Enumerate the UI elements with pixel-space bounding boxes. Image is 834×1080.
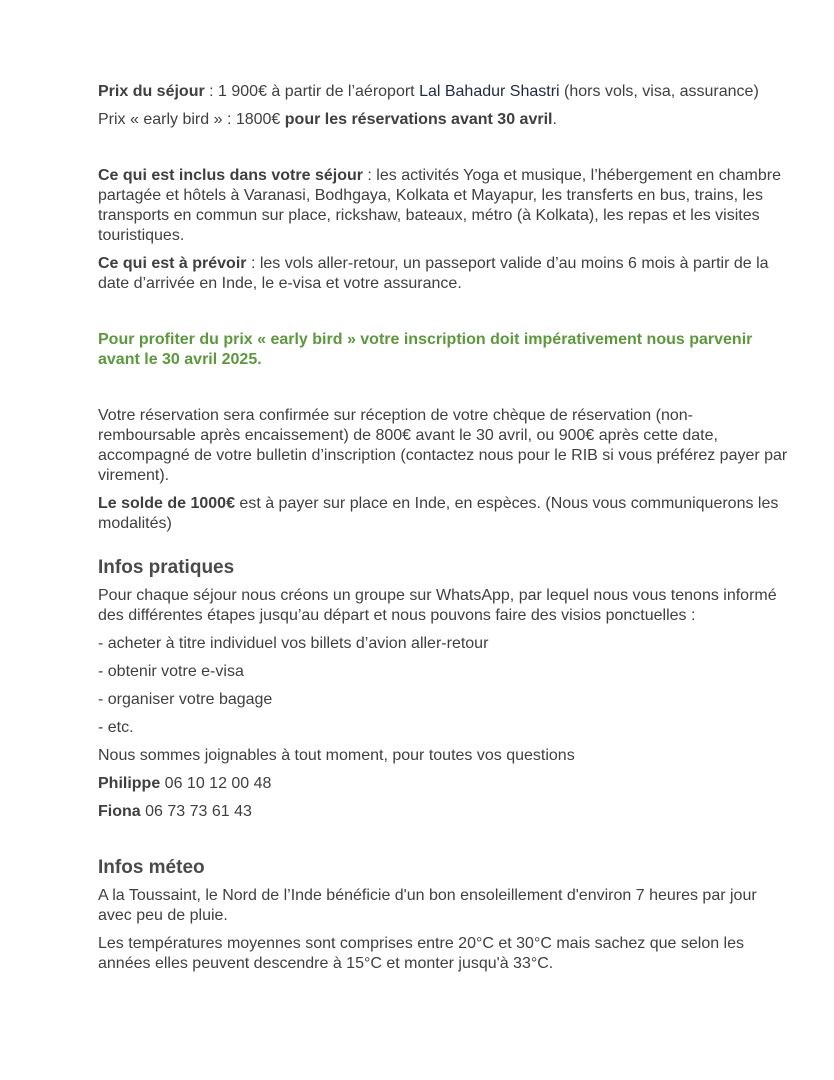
to-plan-paragraph: [98, 254, 788, 294]
price-paragraph: [98, 82, 788, 102]
contact-phone: 06 10 12 00 48: [160, 775, 272, 792]
included-label: Ce qui est inclus dans votre séjour: [98, 167, 363, 184]
early-bird-text: Prix « early bird » : 1800€: [98, 111, 285, 128]
reachable-text: Nous sommes joignables à tout moment, pour toutes vos questions: [98, 747, 575, 764]
price-text-after: (hors vols, visa, assurance): [559, 83, 759, 100]
early-bird-notice: Pour profiter du prix « early bird » votre inscription doit impérativement nous parvenir avant le 30 avril 2025.: [98, 331, 753, 368]
practical-heading: Infos pratiques: [98, 557, 235, 578]
early-bird-paragraph: [98, 110, 788, 130]
weather-heading: Infos méteo: [98, 857, 205, 878]
list-item: - acheter à titre individuel vos billets d’avion aller-retour: [98, 635, 489, 652]
contact-name: Fiona: [98, 803, 141, 820]
contact-philippe: [98, 774, 788, 794]
to-plan-label: Ce qui est à prévoir: [98, 255, 247, 272]
contact-name: Philippe: [98, 775, 161, 792]
contact-fiona: [98, 802, 788, 822]
weather-paragraph-1: A la Toussaint, le Nord de l’Inde bénéficie d'un bon ensoleillement d'environ 7 heures par jour avec peu de pluie.: [98, 887, 757, 924]
early-bird-end: .: [552, 111, 557, 128]
contact-phone: 06 73 73 61 43: [140, 803, 252, 820]
list-item: - obtenir votre e-visa: [98, 663, 244, 680]
price-label: Prix du séjour: [98, 83, 205, 100]
list-item: - organiser votre bagage: [98, 691, 273, 708]
document-content: [98, 82, 788, 974]
balance-paragraph: [98, 494, 788, 534]
balance-text: est à payer sur place en Inde, en espèces. (Nous vous communiquerons les modalités): [98, 495, 779, 532]
price-text: : 1 900€ à partir de l’aéroport: [204, 83, 420, 100]
airport-name: Lal Bahadur Shastri: [419, 83, 560, 100]
early-bird-bold: pour les réservations avant 30 avril: [284, 111, 553, 128]
list-item: - etc.: [98, 719, 134, 736]
to-plan-text: : les vols aller-retour, un passeport valide d’au moins 6 mois à partir de la date d’arrivée en Inde, le e-visa et votre assurance.: [98, 255, 769, 292]
balance-label: Le solde de 1000€: [98, 495, 235, 512]
practical-intro: Pour chaque séjour nous créons un groupe sur WhatsApp, par lequel nous vous tenons informé des différentes étapes jusqu’au départ et nous pouvons faire des visios ponctuelles :: [98, 587, 777, 624]
reservation-paragraph: Votre réservation sera confirmée sur réception de votre chèque de réservation (non-remboursable après encaissement) de 800€ avant le 30 avril, ou 900€ après cette date, accompagné de votre bulletin d’inscription (contactez nous pour le RIB si vous préférez payer par virement).: [98, 407, 788, 484]
included-text: : les activités Yoga et musique, l’hébergement en chambre partagée et hôtels à Varanasi, Bodhgaya, Kolkata et Mayapur, les transferts en bus, trains, les transports en commun sur place, rickshaw, bateaux, métro (à Kolkata), les repas et les visites touristiques.: [98, 167, 781, 244]
included-paragraph: [98, 166, 788, 246]
weather-paragraph-2: Les températures moyennes sont comprises entre 20°C et 30°C mais sachez que selon les années elles peuvent descendre à 15°C et monter jusqu'à 33°C.: [98, 935, 745, 972]
